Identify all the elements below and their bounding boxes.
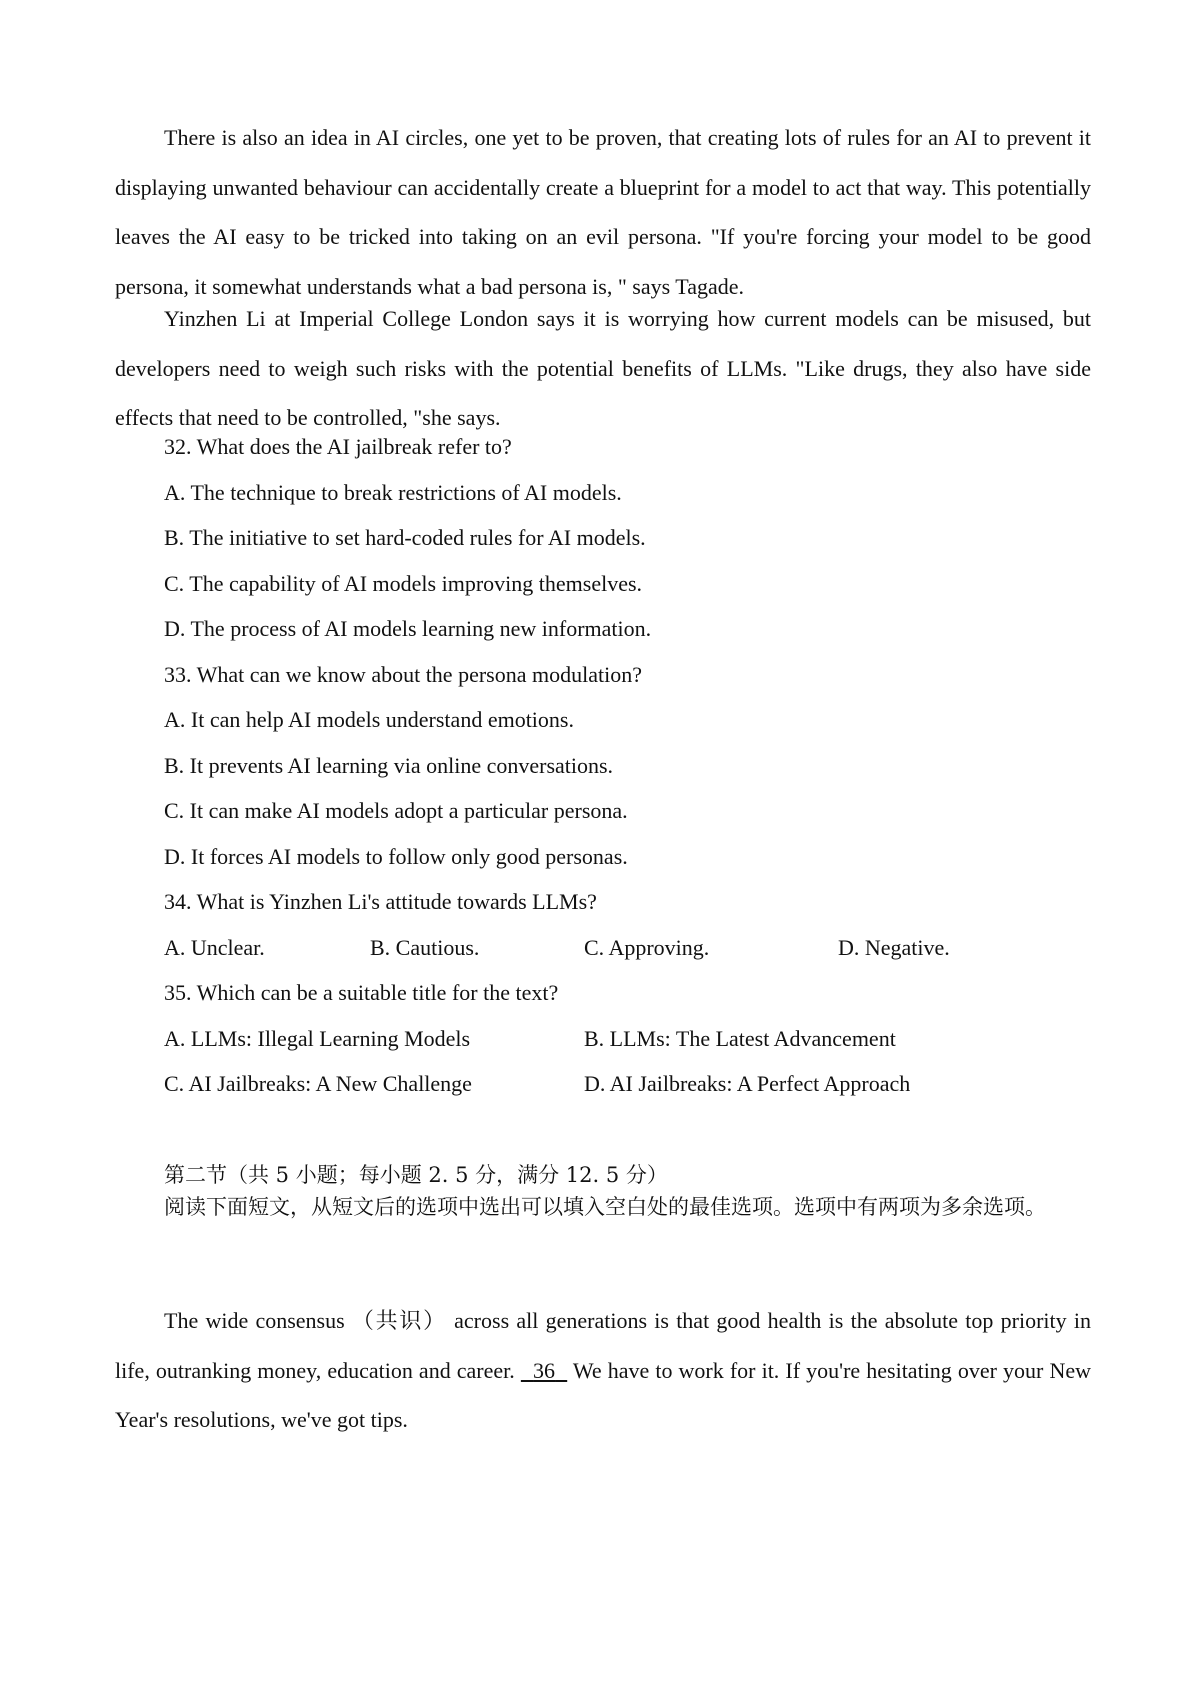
paragraph-text-before-blank: The wide consensus （共识） across all generations is that good health is the absolute top priority in life, outranking money, education and career. — [115, 1308, 1091, 1383]
question-34-option-c: C. Approving. — [584, 935, 710, 960]
question-34-option-b: B. Cautious. — [370, 935, 480, 960]
question-35-option-b: B. LLMs: The Latest Advancement — [584, 1026, 896, 1051]
section-2-heading: 第二节（共 5 小题；每小题 2. 5 分，满分 12. 5 分） — [164, 1163, 668, 1187]
blank-36 — [521, 1358, 567, 1383]
question-32-stem: 32. What does the AI jailbreak refer to? — [164, 434, 512, 459]
question-34-option-d: D. Negative. — [838, 935, 950, 960]
question-35-option-c: C. AI Jailbreaks: A New Challenge — [164, 1071, 472, 1096]
question-34-option-a: A. Unclear. — [164, 935, 265, 960]
blank-36-number: 36 — [533, 1357, 556, 1383]
question-33-option-d: D. It forces AI models to follow only good personas. — [164, 844, 628, 869]
passage-paragraph-1: There is also an idea in AI circles, one yet to be proven, that creating lots of rules for an AI to prevent it displaying unwanted behaviour can accidentally create a blueprint for a model to act that way. This potentially leaves the AI easy to be tricked into taking on an evil persona. "If you're forcing your model to be good persona, it somewhat understands what a bad persona is, " says Tagade. — [115, 125, 1091, 299]
question-35-stem: 35. Which can be a suitable title for the text? — [164, 980, 559, 1005]
question-32-option-a: A. The technique to break restrictions of AI models. — [164, 480, 622, 505]
question-32-option-c: C. The capability of AI models improving themselves. — [164, 571, 643, 596]
section-2-passage-paragraph — [115, 1296, 1091, 1445]
paragraph-text-after-blank: We have to work for it. If you're hesitating over your New Year's resolutions, we've got tips. — [115, 1357, 1092, 1432]
question-35-option-d: D. AI Jailbreaks: A Perfect Approach — [584, 1071, 911, 1096]
section-2-instruction: 阅读下面短文，从短文后的选项中选出可以填入空白处的最佳选项。选项中有两项为多余选项。 — [164, 1195, 1046, 1219]
question-33-option-a: A. It can help AI models understand emotions. — [164, 707, 574, 732]
question-32-option-d: D. The process of AI models learning new information. — [164, 616, 652, 641]
question-35-option-a: A. LLMs: Illegal Learning Models — [164, 1026, 471, 1051]
question-32-option-b: B. The initiative to set hard-coded rules for AI models. — [164, 525, 646, 550]
question-33-option-c: C. It can make AI models adopt a particular persona. — [164, 798, 628, 823]
question-33-option-b: B. It prevents AI learning via online conversations. — [164, 753, 614, 778]
question-33-stem: 33. What can we know about the persona modulation? — [164, 662, 642, 687]
question-34-stem: 34. What is Yinzhen Li's attitude towards LLMs? — [164, 889, 597, 914]
passage-paragraph-2: Yinzhen Li at Imperial College London says it is worrying how current models can be misused, but developers need to weigh such risks with the potential benefits of LLMs. "Like drugs, they also have side effects that need to be controlled, "she says. — [115, 306, 1091, 430]
